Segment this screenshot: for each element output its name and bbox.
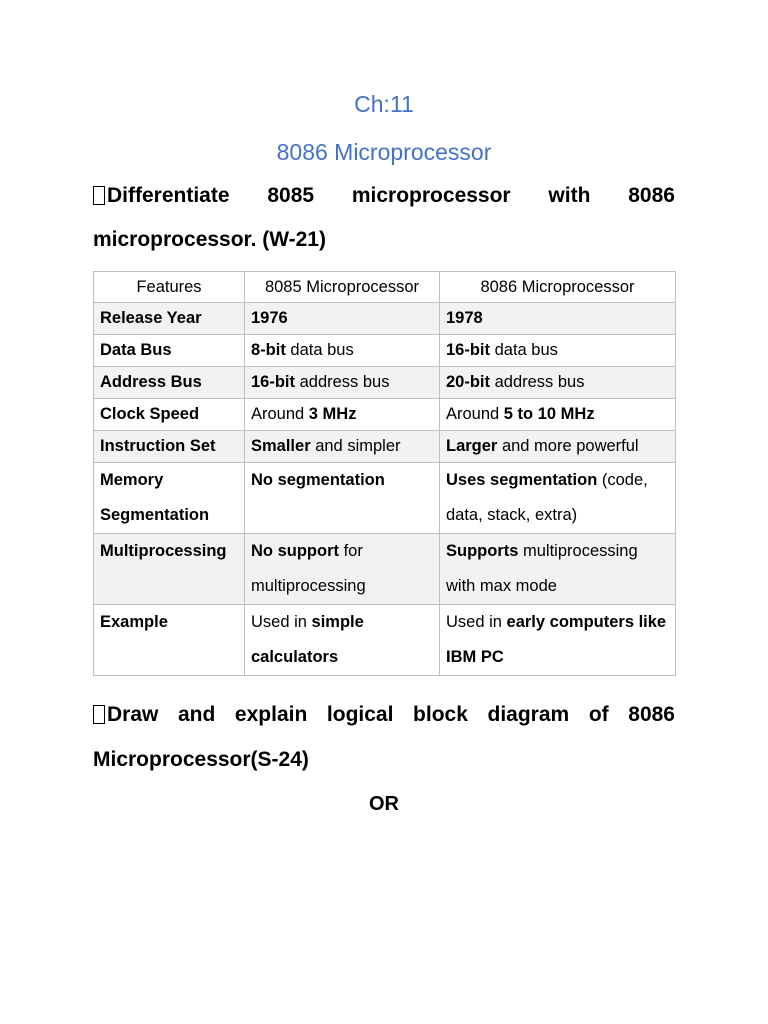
- table-row: [94, 335, 676, 367]
- question-word: 8086: [628, 703, 675, 726]
- cell-text: 1978: [446, 309, 483, 327]
- cell-text: Used in: [251, 613, 312, 631]
- table-header-cell: Features: [94, 272, 245, 303]
- feature-cell: Address Bus: [94, 367, 245, 399]
- cell-text: No support: [251, 542, 339, 560]
- question-word: block: [413, 703, 468, 726]
- comparison-table: [93, 271, 676, 676]
- question-differentiate: [93, 174, 675, 262]
- cell-text: multiprocessing with max mode: [446, 542, 638, 595]
- feature-cell: Instruction Set: [94, 431, 245, 463]
- feature-cell: Clock Speed: [94, 399, 245, 431]
- question-word: of: [588, 703, 609, 726]
- question-word: logical: [326, 703, 394, 726]
- cell-text: 16-bit: [251, 373, 296, 391]
- cell-text: address bus: [295, 373, 390, 391]
- cell-8086: [440, 399, 676, 431]
- cell-text: Supports: [446, 542, 519, 560]
- question2-line-2: Microprocessor(S-24): [93, 748, 309, 771]
- feature-cell: Example: [94, 605, 245, 676]
- cell-text: (code, data, stack, extra): [446, 471, 648, 524]
- feature-cell: Data Bus: [94, 335, 245, 367]
- cell-8086: [440, 367, 676, 399]
- chapter-heading: Ch:11: [354, 91, 414, 117]
- question-word: microprocessor: [351, 184, 511, 207]
- question-word: 8085: [267, 184, 315, 207]
- document-page: [93, 86, 675, 826]
- cell-text: 1976: [251, 309, 288, 327]
- cell-text: 3 MHz: [308, 405, 357, 423]
- cell-8086: [440, 335, 676, 367]
- cell-8086: [440, 534, 676, 605]
- question-word: explain: [234, 703, 308, 726]
- cell-text: for multiprocessing: [251, 542, 366, 595]
- question-line-1: [93, 174, 675, 218]
- cell-text: 16-bit: [446, 341, 491, 359]
- cell-8086: [440, 303, 676, 335]
- cell-8085: [245, 431, 440, 463]
- cell-text: Smaller: [251, 437, 311, 455]
- cell-8085: [245, 605, 440, 676]
- question-word: diagram: [487, 703, 570, 726]
- question-line-2: microprocessor. (W-21): [93, 228, 326, 251]
- cell-8085: [245, 303, 440, 335]
- cell-8085: [245, 399, 440, 431]
- table-row: [94, 605, 676, 676]
- cell-text: simple calculators: [251, 613, 364, 666]
- table-row: [94, 399, 676, 431]
- missing-glyph-icon: [93, 705, 105, 724]
- cell-text: address bus: [490, 373, 585, 391]
- table-row: [94, 431, 676, 463]
- table-row: [94, 534, 676, 605]
- question-word: with: [548, 184, 591, 207]
- feature-cell: Multiprocessing: [94, 534, 245, 605]
- or-separator: OR: [369, 793, 399, 815]
- table-header-cell: 8085 Microprocessor: [245, 272, 440, 303]
- question-word: and: [177, 703, 216, 726]
- cell-text: and more powerful: [497, 437, 639, 455]
- cell-8086: [440, 431, 676, 463]
- cell-text: Uses segmentation: [446, 471, 598, 489]
- cell-text: Used in: [446, 613, 507, 631]
- question-block-diagram: [93, 692, 675, 782]
- cell-8086: [440, 605, 676, 676]
- cell-8085: [245, 335, 440, 367]
- cell-text: Around: [446, 405, 504, 423]
- missing-glyph-icon: [93, 186, 105, 205]
- cell-8085: [245, 367, 440, 399]
- cell-text: 20-bit: [446, 373, 491, 391]
- table-header-row: [94, 272, 676, 303]
- question-word: Draw: [93, 692, 158, 737]
- feature-cell: Memory Segmentation: [94, 463, 245, 534]
- question-word: 8086: [628, 184, 675, 207]
- cell-text: data bus: [285, 341, 354, 359]
- cell-text: 5 to 10 MHz: [503, 405, 595, 423]
- cell-8086: [440, 463, 676, 534]
- feature-cell: Release Year: [94, 303, 245, 335]
- cell-8085: [245, 534, 440, 605]
- cell-8085: [245, 463, 440, 534]
- subject-heading: 8086 Microprocessor: [276, 139, 492, 165]
- table-row: [94, 463, 676, 534]
- cell-text: 8-bit: [251, 341, 286, 359]
- cell-text: and simpler: [310, 437, 401, 455]
- cell-text: data bus: [490, 341, 558, 359]
- question-word: Differentiate: [93, 174, 230, 218]
- cell-text: early computers like IBM PC: [446, 613, 667, 666]
- table-row: [94, 303, 676, 335]
- cell-text: Around: [251, 405, 309, 423]
- question2-line-1: [93, 692, 675, 737]
- table-header-cell: 8086 Microprocessor: [440, 272, 676, 303]
- cell-text: Larger: [446, 437, 498, 455]
- cell-text: No segmentation: [251, 471, 385, 489]
- table-row: [94, 367, 676, 399]
